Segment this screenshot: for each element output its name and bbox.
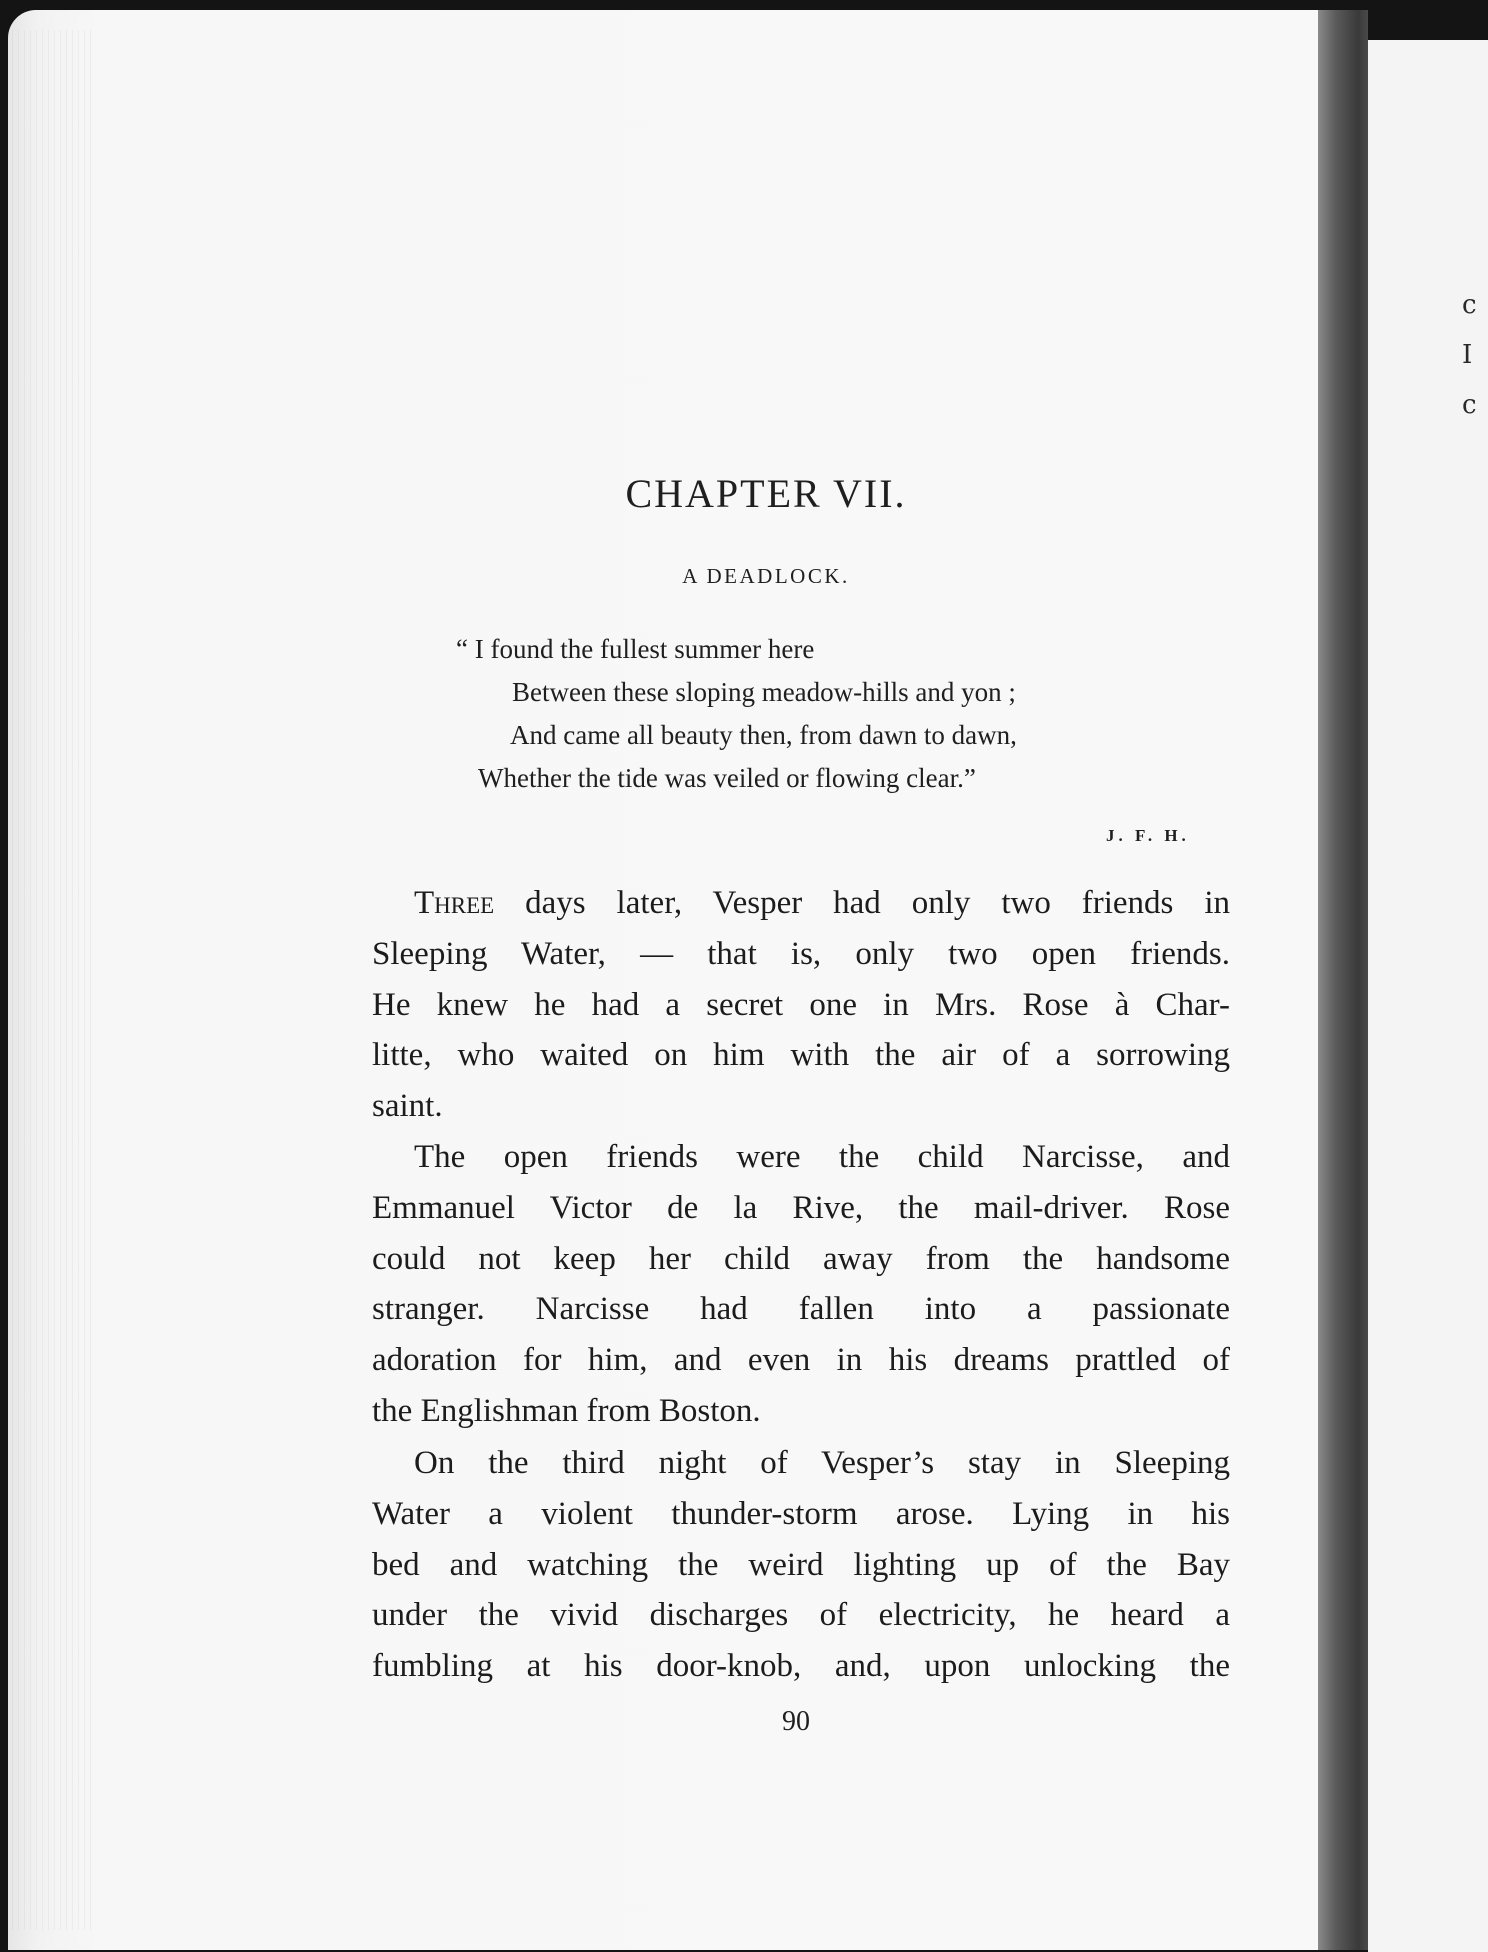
chapter-subtitle: A DEADLOCK.	[682, 564, 850, 588]
paragraph-1	[372, 878, 1230, 1132]
text-line: bed and watching the weird lighting up of the Bay	[372, 1546, 1230, 1583]
paragraph-3	[372, 1438, 1230, 1692]
text-line: could not keep her child away from the handsome	[372, 1240, 1230, 1277]
epigraph-attribution: J. F. H.	[1106, 826, 1190, 845]
text-line: He knew he had a secret one in Mrs. Rose à Char-	[372, 986, 1230, 1023]
text-line: Emmanuel Victor de la Rive, the mail-driver. Rose	[372, 1189, 1230, 1226]
page-edges	[12, 30, 92, 1930]
text-line	[372, 878, 1230, 929]
text-line: stranger. Narcisse had fallen into a passionate	[372, 1291, 1230, 1328]
paragraph-2	[372, 1132, 1230, 1437]
epigraph-line: And came all beauty then, from dawn to dawn,	[510, 720, 1017, 750]
epigraph-line: Between these sloping meadow-hills and yon ;	[512, 677, 1016, 707]
text-line: the Englishman from Boston.	[372, 1392, 761, 1429]
text-line: saint.	[372, 1088, 443, 1125]
epigraph-line: Whether the tide was veiled or flowing clear.”	[478, 763, 976, 793]
text-line: litte, who waited on him with the air of a sorrowing	[372, 1037, 1230, 1074]
next-page-char: c	[1462, 290, 1477, 320]
text-line: under the vivid discharges of electricity, he heard a	[372, 1597, 1230, 1634]
lead-word: Three	[414, 885, 495, 921]
text-line: Sleeping Water, — that is, only two open friends.	[372, 935, 1230, 972]
page-number: 90	[782, 1706, 810, 1737]
text-line: fumbling at his door-knob, and, upon unlocking the	[372, 1648, 1230, 1685]
text-fragment: days later, Vesper had only two friends in	[494, 885, 1230, 921]
next-page-char: I	[1462, 340, 1473, 370]
text-line: Water a violent thunder-storm arose. Lying in his	[372, 1495, 1230, 1532]
epigraph-line: “ I found the fullest summer here	[456, 634, 815, 664]
text-line: The open friends were the child Narcisse, and	[414, 1139, 1230, 1175]
text-line: adoration for him, and even in his dreams prattled of	[372, 1342, 1230, 1379]
spine-shadow	[1318, 10, 1368, 1950]
chapter-title: CHAPTER VII.	[625, 471, 907, 516]
next-page-char: c	[1462, 390, 1477, 420]
text-line: On the third night of Vesper’s stay in Sleeping	[414, 1445, 1230, 1481]
next-page-fragment	[1462, 280, 1477, 430]
